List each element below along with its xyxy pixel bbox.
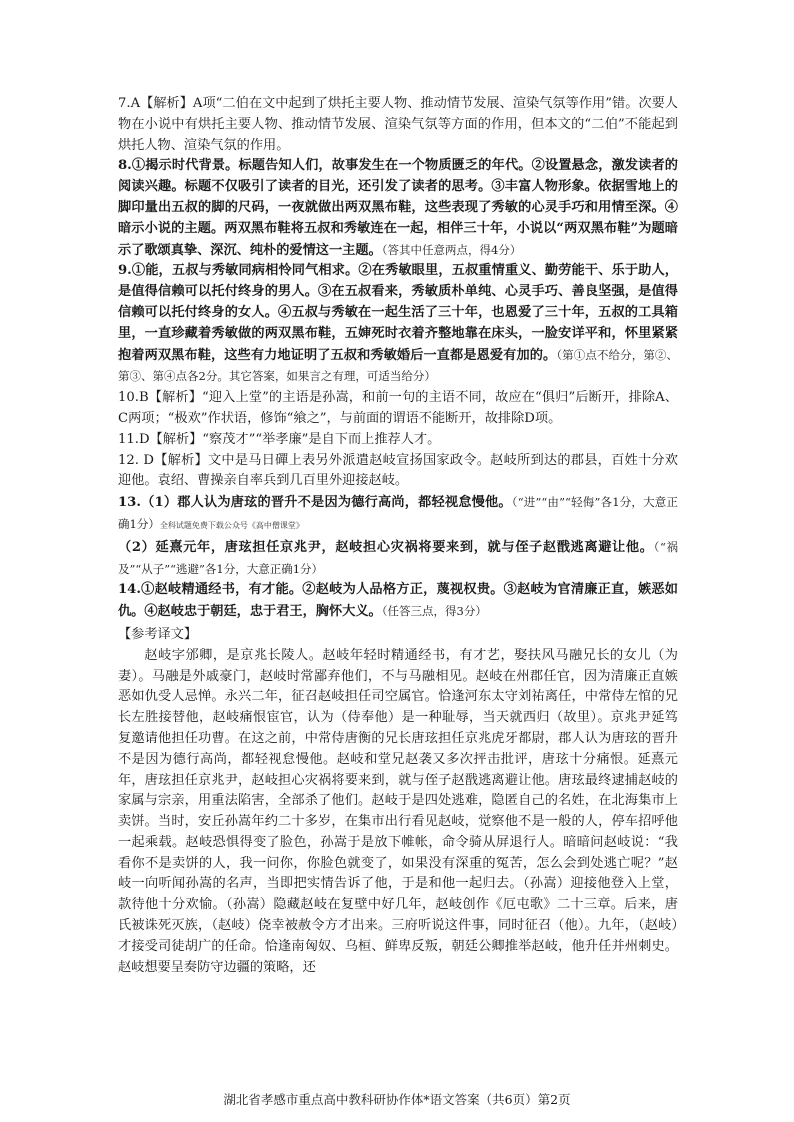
translation-text: 赵岐字邠卿，是京兆长陵人。赵岐年轻时精通经书，有才艺，娶扶风马融兄长的女儿（为妻）。马融是外戚豪门，赵岐时常鄙弃他们，不与马融相见。赵岐在州郡任官，因为清廉正直嫉恶如仇受人忌惮。永兴二年，征召赵岐担任司空属官。恰逢河东太守刘祐离任，中常侍左悺的兄长左胜接替他，赵岐痛恨宦官，认为（侍奉他）是一种耻辱，当天就西归（故里）。京兆尹延笃复邀请他担任功曹。在这之前，中常侍唐衡的兄长唐玹担任京兆虎牙都尉，郡人认为唐玹的晋升不是因为德行高尚，都轻视怠慢他。赵岐和堂兄赵袭又多次抨击批评，唐玹十分痛恨。延熹元年，唐玹担任京兆尹，赵岐担心灾祸将要来到，就与侄子赵戬逃离避让他。唐玹最终逮捕赵岐的家属与宗亲，用重法陷害，全部杀了他们。赵岐于是四处逃难，隐匿自己的名姓，在北海集市上卖饼。当时，安丘孙嵩年约二十多岁，在集市出行看见赵岐，觉察他不是一般的人，停车招呼他一起乘载。赵岐恐惧得变了脸色，孙嵩于是放下帷帐，命令骑从屏退行人。暗暗问赵岐说：“我看你不是卖饼的人，我一问你，你脸色就变了，如果没有深重的冤苦，怎么会到处逃亡呢？”赵岐一向听闻孙嵩的名声，当即把实情告诉了他，于是和他一起归去。（孙嵩）迎接他登入上堂，款待他十分欢愉。（孙嵩）隐藏赵岐在复壁中好几年，赵岐创作《厄屯歌》二十三章。后来，唐氏被诛死灭族，（赵岐）侥幸被赦令方才出来。三府听说这件事，同时征召（他）。九年，（赵岐）才接受司徒胡广的任命。恰逢南匈奴、乌桓、鲜卑反叛，朝廷公卿推举赵岐，他升任并州刺史。赵岐想要呈奏防守边疆的策略，还 <box>118 647 678 975</box>
watermark-text: 全科试题免费下载公众号《高中僧课堂》 <box>159 520 304 530</box>
answer-q14 <box>118 580 678 623</box>
answer-q13-1-main: 13.（1）郡人认为唐玹的晋升不是因为德行高尚，都轻视怠慢他。 <box>118 495 512 511</box>
answer-q13-1 <box>118 492 678 537</box>
answer-q14-scoring-note: （任答三点，得3分） <box>381 604 487 619</box>
answer-page <box>118 94 678 978</box>
answer-q9 <box>118 261 678 388</box>
answer-q8 <box>118 156 678 261</box>
translation-heading: 【参考译文】 <box>118 626 198 642</box>
answer-q13-1-scoring-note: （“进”“由”“轻侮”各1分，大意正确1分） <box>118 495 678 531</box>
answer-q9-scoring-note: （第①点不给分，第②、第③、第④点各2分。其它答案，如果言之有理，可适当给分） <box>118 347 679 384</box>
answer-q14-main: 14.①赵岐精通经书，有才能。②赵岐为人品格方正，蔑视权贵。③赵岐为官清廉正直，嫉恶如仇。④赵岐忠于朝廷，忠于君王，胸怀大义。 <box>118 582 678 620</box>
page-footer: 湖北省孝感市重点高中教科研协作体*语文答案（共6页）第2页 <box>223 1092 571 1107</box>
answer-q11: 11.D【解析】“察茂才”“举孝廉”是自下而上推荐人才。 <box>118 431 441 447</box>
answer-q10: 10.B【解析】“迎入上堂”的主语是孙嵩，和前一句的主语不同，故应在“俱归”后断开，排除A、C两项；“极欢”作状语，修饰“飨之”，与前面的谓语不能断开，故排除D项。 <box>118 390 678 426</box>
answer-q12: 12. D【解析】文中是马日磾上表另外派遣赵岐宣扬国家政令。赵岐所到达的郡县，百姓十分欢迎他。袁绍、曹操亲自率兵到几百里外迎接赵岐。 <box>118 452 678 489</box>
answer-q9-main: 9.①能，五叔与秀敏同病相怜同气相求。②在秀敏眼里，五叔重情重义、勤劳能干、乐于助人，是值得信赖可以托付终身的男人。③在五叔看来，秀敏质朴单纯、心灵手巧、善良坚强，是值得信赖可以托付终身的女人。④五叔与秀敏在一起生活了三十年，也恩爱了三十年，五叔的工具箱里，一直珍藏着秀敏做的两双黑布鞋，五婶死时衣着齐整地靠在床头，一脸安详平和，怀里紧紧抱着两双黑布鞋，这些有力地证明了五叔和秀敏婚后一直都是恩爱有加的。 <box>118 263 678 363</box>
answer-q7: 7.A【解析】A项“二伯在文中起到了烘托主要人物、推动情节发展、渲染气氛等作用”错。次要人物在小说中有烘托主要人物、推动情节发展、渲染气氛等方面的作用，但本文的“二伯”不能起到烘托人物、渲染气氛的作用。 <box>118 96 678 153</box>
answer-q13-2-main: （2）延熹元年，唐玹担任京兆尹，赵岐担心灾祸将要来到，就与侄子赵戬逃离避让他。 <box>118 539 654 555</box>
answer-q13-2 <box>118 537 678 581</box>
answer-q8-main: 8.①揭示时代背景。标题告知人们，故事发生在一个物质匮乏的年代。②设置悬念，激发读者的阅读兴趣。标题不仅吸引了读者的目光，还引发了读者的思考。③丰富人物形象。依据雪地上的脚印量出五叔的脚的尺码，一夜就做出两双黑布鞋，这些表现了秀敏的心灵手巧和用情至深。④暗示小说的主题。两双黑布鞋将五叔和秀敏连在一起，相伴三十年，小说以“两双黑布鞋”为题暗示了歌颂真挚、深沉、纯朴的爱情这一主题。 <box>118 158 678 258</box>
answer-q8-scoring-note: （答其中任意两点，得4分） <box>381 242 522 257</box>
answer-q13-2-scoring-note: （“祸及”“从子”“逃避”各1分，大意正确1分） <box>118 539 678 576</box>
